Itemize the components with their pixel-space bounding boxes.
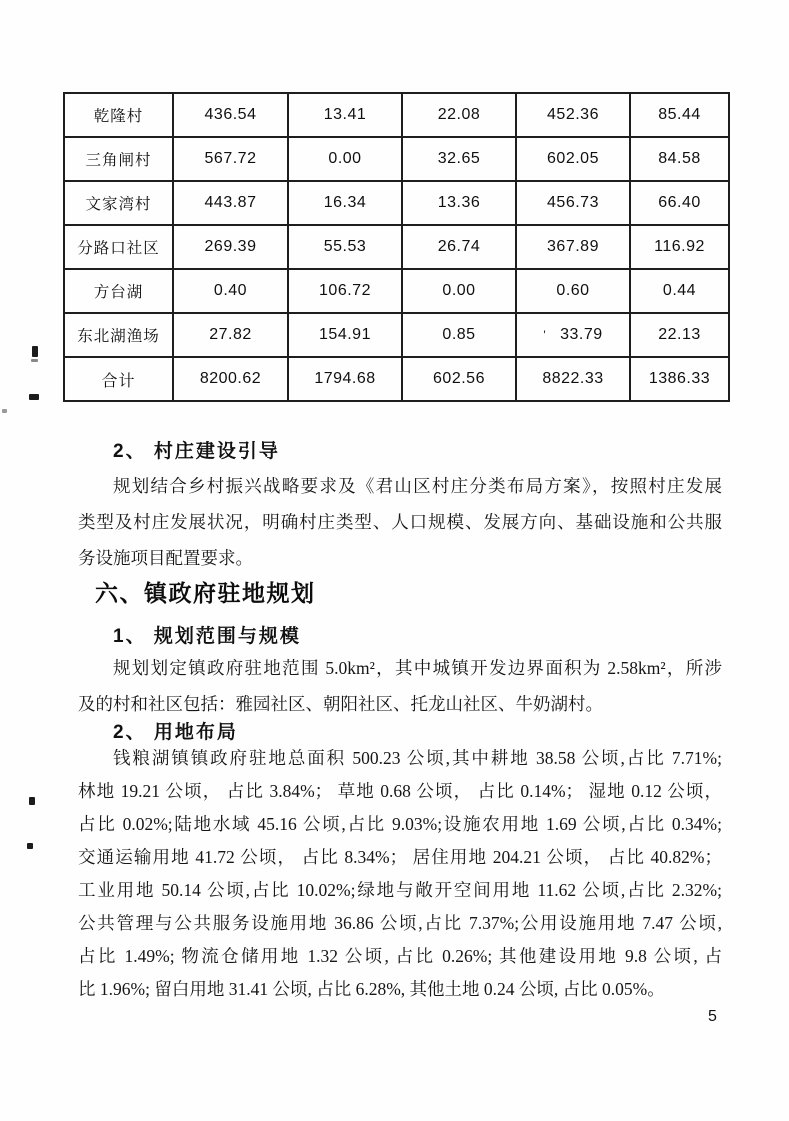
table-cell-total-label: 合计 <box>64 357 173 401</box>
paragraph-landuse-layout <box>78 742 722 1006</box>
heading-planning-scope-and-scale: 1、 规划范围与规模 <box>113 626 301 647</box>
text-line: 规划结合乡村振兴战略要求及《君山区村庄分类布局方案》，按照村庄发展 <box>113 476 722 496</box>
text-line: 占比 0.02%;陆地水域 45.16 公顷,占比 9.03%;设施农用地 1.69 公顷,占比 0.34%; <box>78 814 722 834</box>
table-row <box>64 269 729 313</box>
text-line: 公共管理与公共服务设施用地 36.86 公顷,占比 7.37%;公用设施用地 7.47 公顷, <box>78 913 722 933</box>
heading-village-construction-guidance: 2、 村庄建设引导 <box>113 441 280 462</box>
table-cell: 116.92 <box>630 225 729 269</box>
table-cell: 0.40 <box>173 269 288 313</box>
table-cell-village-name: 乾隆村 <box>64 93 173 137</box>
table-cell: 154.91 <box>288 313 402 357</box>
scan-artifact <box>29 797 35 805</box>
scan-artifact <box>2 409 7 413</box>
text-line: 工业用地 50.14 公顷,占比 10.02%;绿地与敞开空间用地 11.62 公顷,占比 2.32%; <box>78 880 722 900</box>
table-row <box>64 181 729 225</box>
table-cell: 367.89 <box>516 225 630 269</box>
table-cell: 13.36 <box>402 181 516 225</box>
text-line: 规划划定镇政府驻地范围 5.0km²，其中城镇开发边界面积为 2.58km²，所涉 <box>113 658 722 678</box>
table-cell: 22.08 <box>402 93 516 137</box>
table-cell: 27.82 <box>173 313 288 357</box>
table-cell: 436.54 <box>173 93 288 137</box>
paragraph-planning-scope <box>78 650 722 722</box>
table-cell: 32.65 <box>402 137 516 181</box>
table-row <box>64 225 729 269</box>
text-line: 钱粮湖镇镇政府驻地总面积 500.23 公顷,其中耕地 38.58 公顷,占比 7.71%; <box>113 748 722 768</box>
table-row-total <box>64 357 729 401</box>
table-cell: 22.13 <box>630 313 729 357</box>
table-cell: 602.05 <box>516 137 630 181</box>
table-cell: 456.73 <box>516 181 630 225</box>
scan-artifact <box>29 394 39 400</box>
text-line: 林地 19.21 公顷， 占比 3.84%； 草地 0.68 公顷， 占比 0.14%； 湿地 0.12 公顷， <box>78 781 722 801</box>
text-line: 及的村和社区包括：雅园社区、朝阳社区、托龙山社区、牛奶湖村。 <box>78 694 603 714</box>
text-line: 务设施项目配置要求。 <box>78 548 253 568</box>
table-cell: 567.72 <box>173 137 288 181</box>
table-cell: 0.60 <box>516 269 630 313</box>
table-cell-village-name: 文家湾村 <box>64 181 173 225</box>
table-cell: 13.41 <box>288 93 402 137</box>
table-row <box>64 93 729 137</box>
page-number: 5 <box>708 1008 717 1025</box>
table-cell: 443.87 <box>173 181 288 225</box>
table-cell: 602.56 <box>402 357 516 401</box>
table-cell: 1794.68 <box>288 357 402 401</box>
table-cell: 1386.33 <box>630 357 729 401</box>
table-cell: 269.39 <box>173 225 288 269</box>
table-cell: 8200.62 <box>173 357 288 401</box>
table-cell-village-name: 三角闸村 <box>64 137 173 181</box>
table-cell: 84.58 <box>630 137 729 181</box>
table-cell <box>516 313 630 357</box>
scan-artifact <box>31 359 38 362</box>
heading-town-government-seat-planning: 六、镇政府驻地规划 <box>95 580 316 606</box>
table-cell: 0.00 <box>288 137 402 181</box>
paragraph-village-guidance <box>78 468 722 576</box>
table-cell-value: 33.79 <box>560 326 603 343</box>
scan-artifact <box>32 346 38 357</box>
table-cell: 0.85 <box>402 313 516 357</box>
table-row <box>64 313 729 357</box>
text-line: 交通运输用地 41.72 公顷， 占比 8.34%； 居住用地 204.21 公顷， 占比 40.82%； <box>78 847 722 867</box>
table-cell-village-name: 方台湖 <box>64 269 173 313</box>
table-cell: 8822.33 <box>516 357 630 401</box>
table-cell: 16.34 <box>288 181 402 225</box>
text-line: 比 1.96%; 留白用地 31.41 公顷, 占比 6.28%, 其他土地 0.24 公顷, 占比 0.05%。 <box>78 979 665 999</box>
table-cell: 85.44 <box>630 93 729 137</box>
text-line: 类型及村庄发展状况，明确村庄类型、人口规模、发展方向、基础设施和公共服 <box>78 512 722 532</box>
table-cell: 55.53 <box>288 225 402 269</box>
landuse-statistics-table <box>63 92 730 402</box>
text-line: 占比 1.49%; 物流仓储用地 1.32 公顷, 占比 0.26%; 其他建设用地 9.8 公顷, 占 <box>78 946 722 966</box>
table-cell: 452.36 <box>516 93 630 137</box>
heading-landuse-layout: 2、 用地布局 <box>113 722 238 743</box>
table-cell: 106.72 <box>288 269 402 313</box>
table-cell-village-name: 分路口社区 <box>64 225 173 269</box>
scan-artifact <box>27 843 33 849</box>
table-cell: 0.44 <box>630 269 729 313</box>
table-row <box>64 137 729 181</box>
table-cell: 26.74 <box>402 225 516 269</box>
table-cell: 66.40 <box>630 181 729 225</box>
table-cell: 0.00 <box>402 269 516 313</box>
table-cell-village-name: 东北湖渔场 <box>64 313 173 357</box>
scan-artifact-tick: ' <box>543 328 547 342</box>
